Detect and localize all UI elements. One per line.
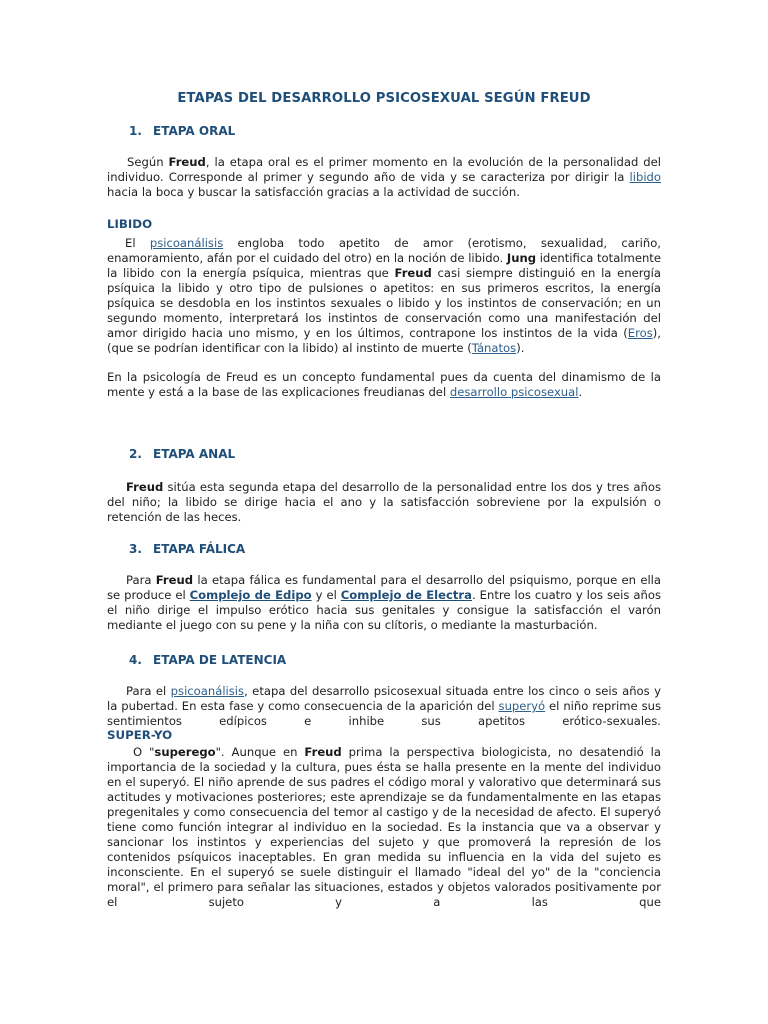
heading-number: 2. — [129, 447, 142, 461]
bold-superego: superego — [154, 745, 216, 759]
bold-freud: Freud — [126, 480, 164, 494]
bold-freud: Freud — [394, 266, 432, 280]
heading-text: ETAPA ANAL — [153, 447, 236, 461]
heading-number: 1. — [129, 124, 142, 138]
text: sitúa esta segunda etapa del desarrollo de la personalidad entre los dos y tres años del niño; la libido se dirige hacia el ano y la satisfacción sobreviene por la expulsión o retención de las heces. — [107, 480, 661, 524]
heading-text: ETAPA DE LATENCIA — [153, 653, 287, 667]
text: El — [125, 236, 150, 250]
bold-freud: Freud — [155, 573, 194, 587]
heading-text: ETAPA FÁLICA — [153, 542, 246, 556]
text: . Entre los cuatro y los seis años el niño dirige el impulso erótico hacia sus genitales y consigue la satisfacción el varón mediante el juego con su pene y la niña con su clítoris, o mediante la masturbación. — [107, 588, 662, 632]
document-title: ETAPAS DEL DESARROLLO PSICOSEXUAL SEGÚN FREUD — [177, 91, 591, 106]
heading-super-yo: SUPER-YO — [107, 728, 173, 742]
text: . — [578, 385, 583, 399]
bold-freud: Freud — [168, 155, 206, 169]
heading-number: 3. — [129, 542, 142, 556]
link-complejo-de-edipo[interactable]: Complejo de Edipo — [189, 588, 312, 602]
link-psicoanalisis[interactable]: psicoanálisis — [149, 236, 224, 250]
text: , la etapa oral es el primer momento en la evolución de la personalidad del individuo. Corresponde al primer y segundo año de vida y se caracteriza por dirigir la — [107, 155, 661, 184]
paragraph-anal — [107, 480, 661, 525]
text: En la psicología de Freud es un concepto fundamental pues da cuenta del dinamismo de la mente y está a la base de las explicaciones freudianas del — [107, 370, 661, 399]
link-eros[interactable]: Eros — [627, 326, 653, 340]
text: la etapa fálica es fundamental para el desarrollo del psiquismo, porque en ella se produce el — [107, 573, 661, 602]
link-desarrollo-psicosexual[interactable]: desarrollo psicosexual — [449, 385, 579, 399]
link-tanatos[interactable]: Tánatos — [471, 341, 517, 355]
paragraph-latencia — [107, 684, 661, 729]
link-libido[interactable]: libido — [629, 170, 661, 184]
text: ). — [516, 341, 525, 355]
heading-etapa-anal — [129, 447, 235, 461]
text: prima la perspectiva biologicista, no desatendió la importancia de la sociedad y la cultura, pues ésta se halla presente en la mente del individuo en el superyó. El niño aprende de sus padres el código moral y valorativo que determinará sus actitudes y motivaciones posteriores; este aprendizaje se da fundamentalmente en las etapas pregenitales y como consecuencia del temor al castigo y de la necesidad de afecto. El superyó tiene como función integrar al individuo en la sociedad. Es la instancia que va a observar y sancionar los instintos y experiencias del sujeto y que promoverá la represión de los contenidos psíquicos inaceptables. En gran medida su influencia en la vida del sujeto es inconsciente. En el superyó se suele distinguir el llamado "ideal del yo" de la "conciencia moral", el primero para señalar las situaciones, estados y objetos valorados positivamente por el sujeto y a las que — [107, 745, 661, 909]
heading-text: ETAPA ORAL — [153, 124, 236, 138]
text: engloba todo apetito de amor (erotismo, sexualidad, cariño, enamoramiento, afán por el cuidado del otro) en la noción de libido. — [107, 236, 661, 265]
heading-number: 4. — [129, 653, 142, 667]
text: Para — [126, 573, 156, 587]
heading-etapa-oral — [129, 124, 235, 138]
text: casi siempre distinguió en la energía psíquica la libido y otro tipo de pulsiones o apetitos: en sus primeros escritos, la energía psíquica se desdobla en los instintos sexuales o libido y los instintos de conservación; en un segundo momento, interpretará los instintos de conservación como una manifestación del amor dirigido hacia uno mismo, y en los últimos, contrapone los instintos de la vida ( — [107, 266, 661, 340]
text: Según — [127, 155, 169, 169]
heading-etapa-falica — [129, 542, 245, 556]
text: ), (que se podrían identificar con la libido) al instinto de muerte ( — [107, 326, 661, 355]
text: , etapa del desarrollo psicosexual situada entre los cinco o seis años y la pubertad. En esta fase y como consecuencia de la aparición del — [107, 684, 661, 713]
link-superyo[interactable]: superyó — [498, 699, 546, 713]
paragraph-oral — [107, 155, 661, 200]
text: hacia la boca y buscar la satisfacción gracias a la actividad de succión. — [107, 185, 520, 199]
text: O " — [133, 745, 155, 759]
bold-freud: Freud — [304, 745, 342, 759]
text: Para el — [126, 684, 171, 698]
paragraph-libido — [107, 236, 661, 356]
paragraph-libido-2 — [107, 370, 661, 400]
text: y el — [311, 588, 341, 602]
link-complejo-de-electra[interactable]: Complejo de Electra — [340, 588, 472, 602]
text: ". Aunque en — [215, 745, 305, 759]
link-psicoanalisis[interactable]: psicoanálisis — [170, 684, 245, 698]
heading-etapa-latencia — [129, 653, 286, 667]
bold-jung: Jung — [506, 251, 536, 265]
text: identifica totalmente la libido con la energía psíquica, mientras que — [107, 251, 661, 280]
paragraph-superyo — [107, 745, 661, 909]
paragraph-falica — [107, 573, 661, 633]
text: el niño reprime sus sentimientos edípicos e inhibe sus apetitos erótico-sexuales. — [107, 699, 661, 728]
heading-libido: LIBIDO — [107, 217, 153, 231]
